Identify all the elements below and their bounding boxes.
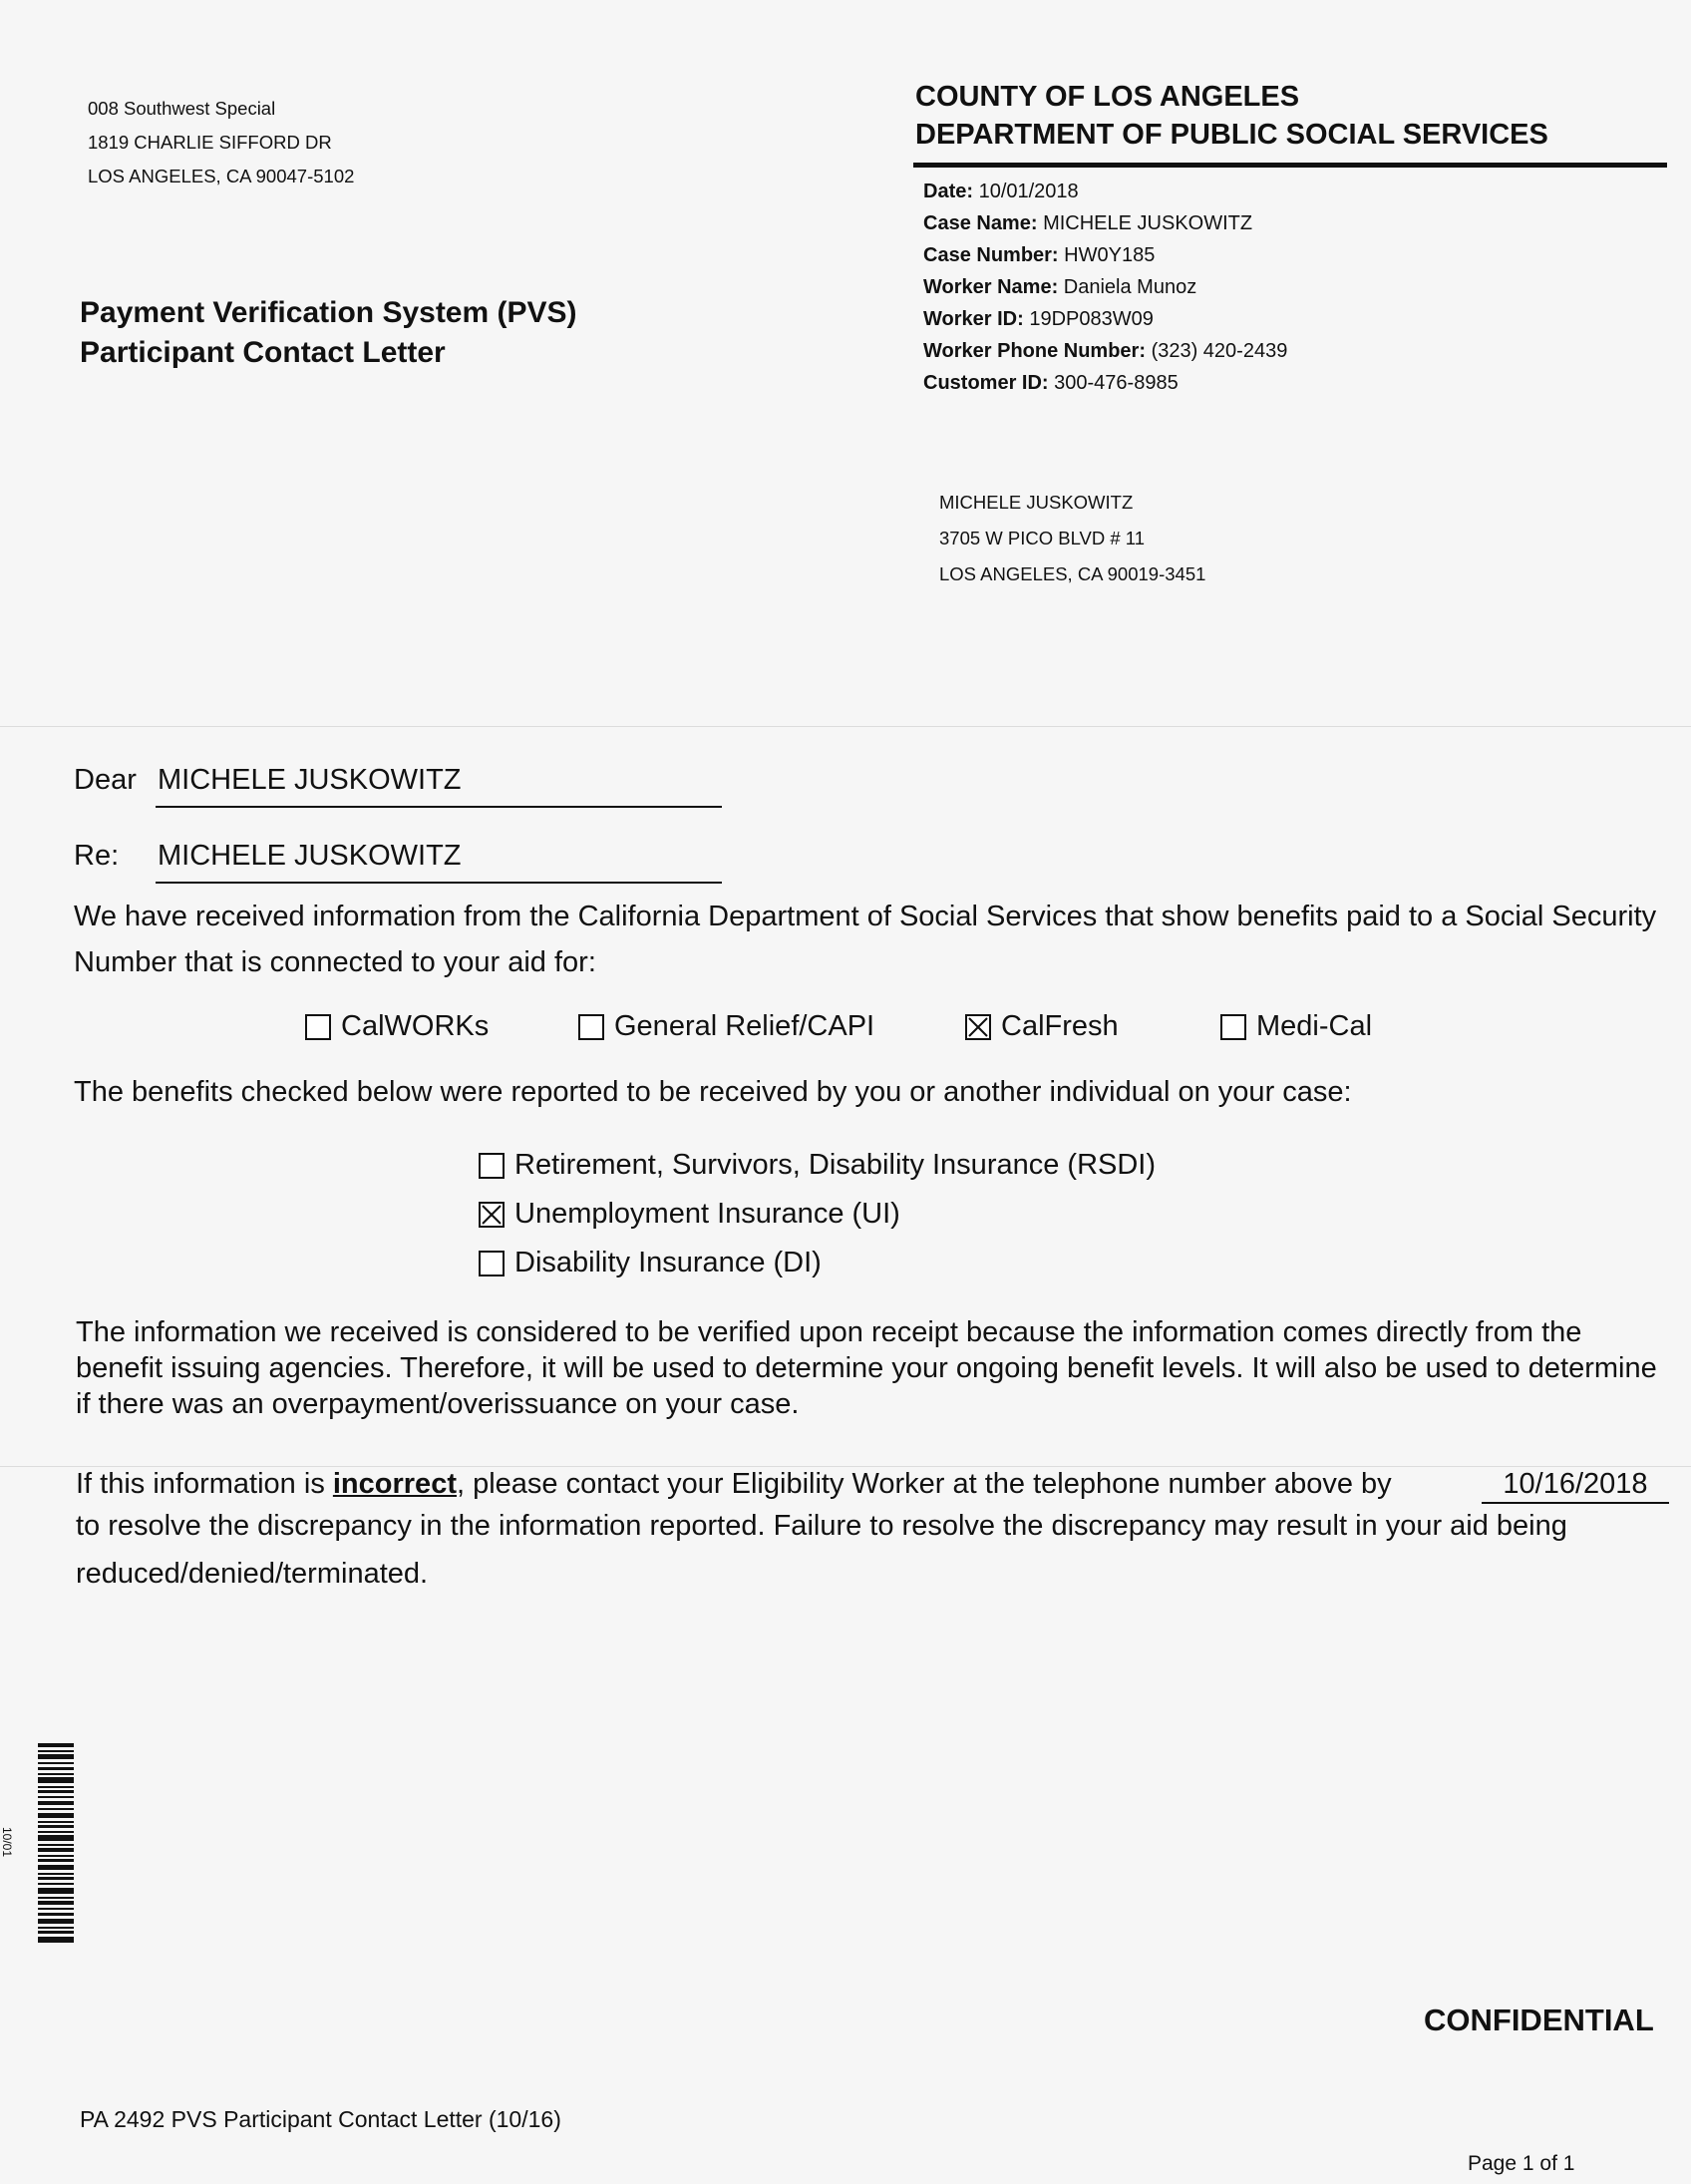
checkbox-calworks[interactable] bbox=[305, 1014, 331, 1040]
case-info-worker-id bbox=[923, 303, 1287, 335]
program-general-relief[interactable] bbox=[578, 1010, 874, 1043]
recipient-line3: LOS ANGELES, CA 90019-3451 bbox=[939, 563, 1206, 584]
case-info-label: Case Number: bbox=[923, 244, 1059, 266]
re-label: Re: bbox=[74, 840, 120, 872]
verified-paragraph: The information we received is considered to be verified upon receipt because the information comes directly from the benefit issuing agencies. Therefore, it will be used to determine your ongoing benefit levels. It will also be used to determine if there was an overpayment/overissuance on your case. bbox=[76, 1316, 1657, 1420]
checkbox-general-relief[interactable] bbox=[578, 1014, 604, 1040]
case-info-case-number bbox=[923, 239, 1287, 271]
program-label: General Relief/CAPI bbox=[614, 1010, 875, 1042]
program-medi-cal[interactable] bbox=[1220, 1010, 1372, 1043]
program-calworks[interactable] bbox=[305, 1010, 489, 1043]
benefit-label: Unemployment Insurance (UI) bbox=[514, 1198, 900, 1230]
case-info-value: HW0Y185 bbox=[1064, 244, 1156, 266]
checkbox-x-mark-icon bbox=[967, 1016, 989, 1038]
confidential-label: CONFIDENTIAL bbox=[1424, 2002, 1654, 2037]
checkbox-calfresh-checked[interactable] bbox=[965, 1014, 991, 1040]
case-info-date bbox=[923, 176, 1287, 207]
page-number: Page 1 of 1 bbox=[1468, 2152, 1575, 2175]
checkbox-ui-checked[interactable] bbox=[479, 1202, 505, 1228]
benefit-label: Retirement, Survivors, Disability Insurance (RSDI) bbox=[514, 1149, 1157, 1181]
dear-name: MICHELE JUSKOWITZ bbox=[158, 764, 462, 796]
barcode bbox=[38, 1743, 74, 1943]
contact-paragraph-rest: to resolve the discrepancy in the information reported. Failure to resolve the discrepancy may result in your aid being reduced/denied/terminated. bbox=[76, 1510, 1567, 1590]
checkbox-medi-cal[interactable] bbox=[1220, 1014, 1246, 1040]
re-name: MICHELE JUSKOWITZ bbox=[158, 840, 462, 872]
case-info-label: Worker ID: bbox=[923, 308, 1024, 330]
case-info-value: (323) 420-2439 bbox=[1151, 340, 1288, 362]
case-info-label: Worker Name: bbox=[923, 276, 1059, 298]
recipient-line1: MICHELE JUSKOWITZ bbox=[939, 492, 1134, 513]
benefits-intro: The benefits checked below were reported to be received by you or another individual on your case: bbox=[74, 1076, 1352, 1108]
contact-paragraph-line1 bbox=[76, 1466, 1392, 1502]
document-title-line1: Payment Verification System (PVS) bbox=[80, 296, 577, 329]
case-info-worker-name bbox=[923, 271, 1287, 303]
case-info-value: Daniela Munoz bbox=[1063, 276, 1197, 298]
due-date: 10/16/2018 bbox=[1482, 1466, 1669, 1504]
document-title bbox=[80, 293, 577, 373]
case-info-value: MICHELE JUSKOWITZ bbox=[1043, 212, 1253, 234]
case-info-value: 300-476-8985 bbox=[1054, 372, 1179, 394]
benefit-label: Disability Insurance (DI) bbox=[514, 1247, 822, 1278]
return-address-line3: LOS ANGELES, CA 90047-5102 bbox=[88, 166, 355, 186]
barcode-number: 10/01 bbox=[0, 1827, 14, 1858]
agency-rule bbox=[913, 163, 1667, 168]
program-label: CalFresh bbox=[1001, 1010, 1119, 1042]
document-title-line2: Participant Contact Letter bbox=[80, 336, 446, 369]
case-info-label: Customer ID: bbox=[923, 372, 1049, 394]
benefit-rsdi[interactable] bbox=[479, 1149, 1156, 1182]
return-address-line2: 1819 CHARLIE SIFFORD DR bbox=[88, 132, 332, 153]
checkbox-rsdi[interactable] bbox=[479, 1153, 505, 1179]
agency-line2: DEPARTMENT OF PUBLIC SOCIAL SERVICES bbox=[915, 119, 1548, 151]
checkbox-di[interactable] bbox=[479, 1251, 505, 1276]
program-label: Medi-Cal bbox=[1256, 1010, 1373, 1042]
contact-text-part2: , please contact your Eligibility Worker at the telephone number above by bbox=[456, 1468, 1392, 1500]
recipient-address bbox=[939, 485, 1205, 592]
return-address-line1: 008 Southwest Special bbox=[88, 98, 276, 119]
contact-text-part1: If this information is bbox=[76, 1468, 333, 1500]
program-label: CalWORKs bbox=[341, 1010, 490, 1042]
agency-line1: COUNTY OF LOS ANGELES bbox=[915, 81, 1300, 113]
contact-emphasis: incorrect bbox=[332, 1468, 457, 1500]
case-info-label: Case Name: bbox=[923, 212, 1038, 234]
case-info-label: Date: bbox=[923, 181, 974, 202]
form-number: PA 2492 PVS Participant Contact Letter (10/16) bbox=[80, 2106, 561, 2132]
case-info-value: 19DP083W09 bbox=[1029, 308, 1154, 330]
fold-line-top bbox=[0, 726, 1691, 727]
benefit-ui[interactable] bbox=[479, 1198, 900, 1231]
case-info-label: Worker Phone Number: bbox=[923, 340, 1146, 362]
case-info-customer-id bbox=[923, 367, 1287, 399]
return-address bbox=[88, 92, 354, 193]
checkbox-x-mark-icon bbox=[481, 1204, 503, 1226]
case-info bbox=[923, 176, 1287, 399]
dear-label: Dear bbox=[74, 764, 137, 796]
recipient-line2: 3705 W PICO BLVD # 11 bbox=[939, 528, 1145, 548]
intro-paragraph: We have received information from the California Department of Social Services that show benefits paid to a Social Security Number that is connected to your aid for: bbox=[74, 901, 1657, 978]
case-info-worker-phone bbox=[923, 335, 1287, 367]
benefit-di[interactable] bbox=[479, 1247, 822, 1279]
agency-header bbox=[915, 78, 1548, 154]
case-info-case-name bbox=[923, 207, 1287, 239]
program-calfresh[interactable] bbox=[965, 1010, 1119, 1043]
case-info-value: 10/01/2018 bbox=[978, 181, 1079, 202]
